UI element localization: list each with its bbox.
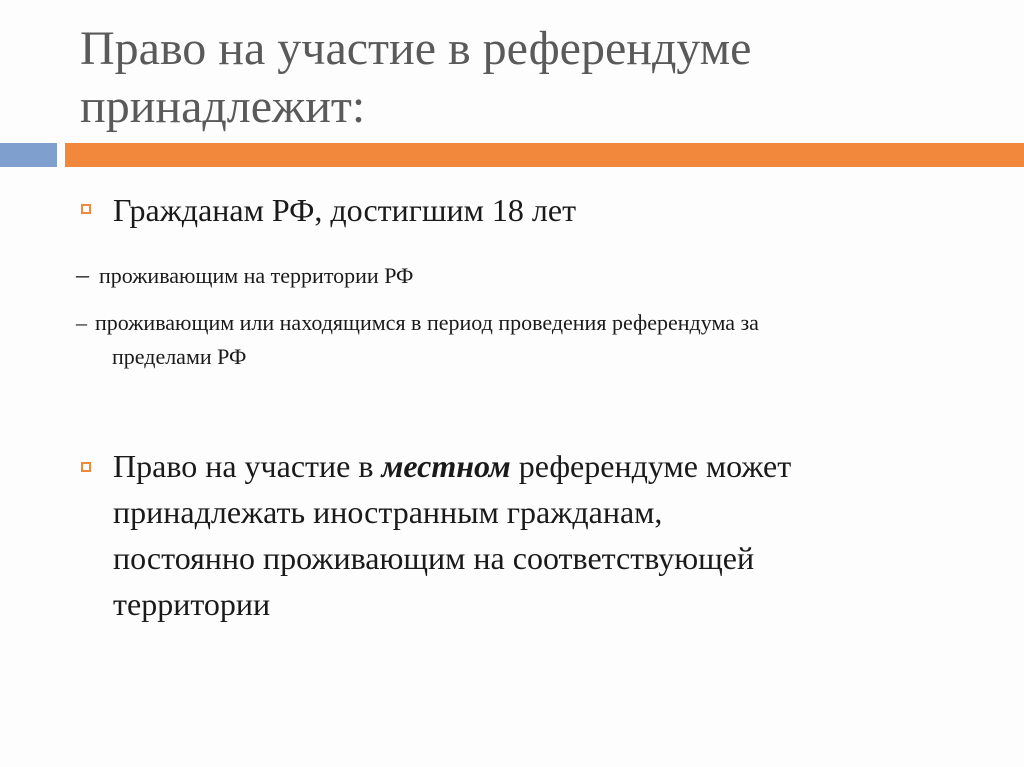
sub-item-residing-in-rf: [76, 258, 976, 293]
dash-marker: –: [76, 310, 87, 335]
slide-title: [80, 20, 980, 136]
sub-item-text-line-1: проживающим или находящимся в период проведения референдума за: [95, 310, 759, 335]
bullet-item-citizens: [113, 187, 973, 233]
bullet-line-4: территории: [113, 586, 271, 622]
title-accent-bar-blue: [0, 143, 57, 167]
sub-item-text: проживающим на территории РФ: [99, 263, 414, 288]
bullet-text-before: Право на участие в: [113, 448, 382, 484]
sub-item-text-line-2: пределами РФ: [112, 344, 247, 369]
bullet-text-after: референдуме может: [510, 448, 792, 484]
bullet-line-3: постоянно проживающим на соответствующей: [113, 540, 755, 576]
emphasis-local: местном: [381, 448, 511, 484]
bullet-line-1: [113, 443, 993, 489]
slide-title-line-1: Право на участие в референдуме: [80, 22, 752, 75]
hollow-square-bullet-icon: [81, 204, 91, 214]
bullet-line-2: принадлежать иностранным гражданам,: [113, 494, 663, 530]
slide-title-line-2: принадлежит:: [80, 80, 366, 133]
title-accent-bar-orange: [65, 143, 1024, 167]
bullet-text: Гражданам РФ, достигшим 18 лет: [113, 192, 577, 228]
hollow-square-bullet-icon: [81, 462, 91, 472]
bullet-item-local-referendum: [113, 443, 993, 627]
dash-marker: –: [76, 260, 89, 289]
sub-item-abroad: [76, 306, 996, 374]
